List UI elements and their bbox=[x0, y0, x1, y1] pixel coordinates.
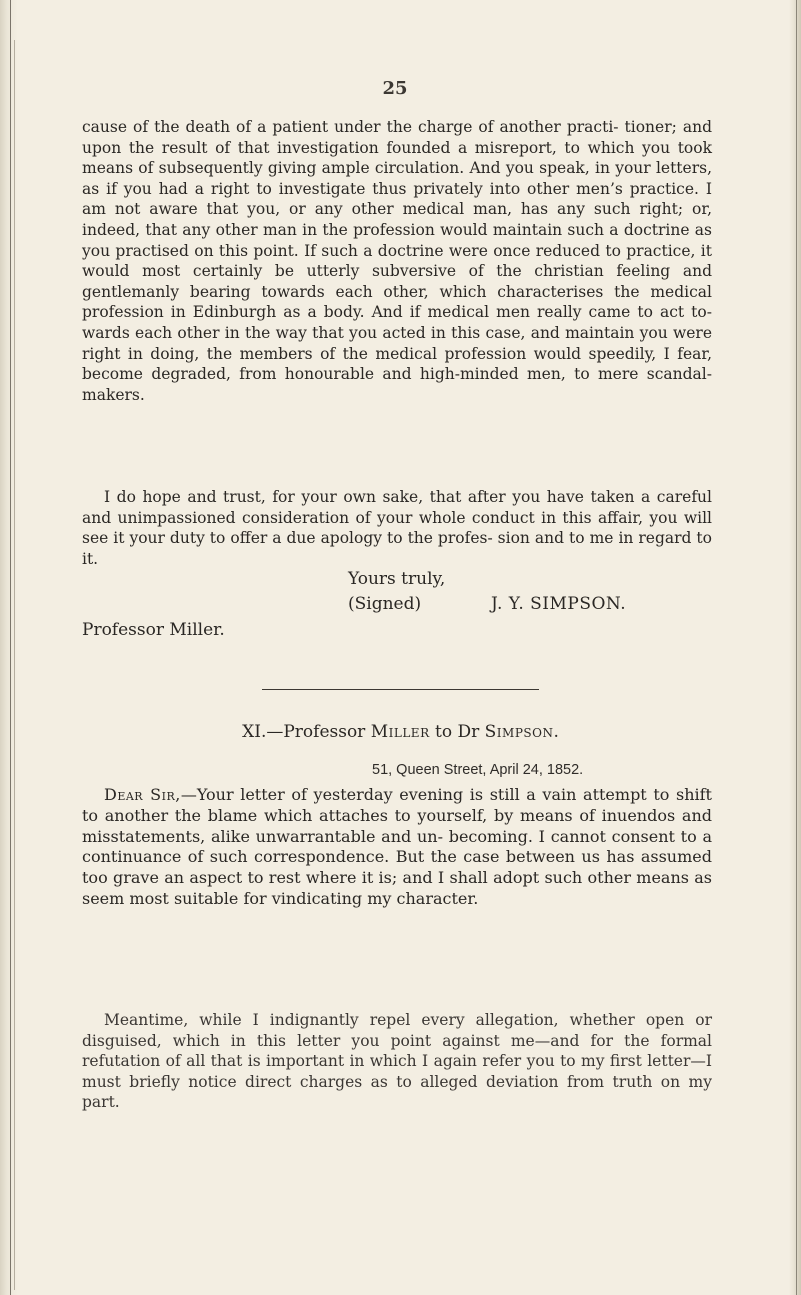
binding-line bbox=[10, 0, 11, 1295]
letter-closing: Yours truly, bbox=[348, 569, 446, 589]
paragraph-continued bbox=[82, 117, 712, 405]
page-edge-left bbox=[0, 0, 18, 1295]
page-edge-right bbox=[789, 0, 801, 1295]
heading-from: Miller bbox=[370, 722, 430, 742]
paragraph-text: I do hope and trust, for your own sake, that after you have taken a careful and unimpassioned consideration of your whole conduct in this affair, you will see it your duty to offer a due apology to the profes- sion and to me in regard to it. bbox=[82, 488, 712, 568]
paragraph-text: cause of the death of a patient under the charge of another practi- tioner; and upon the result of that investigation founded a misreport, to which you took means of subsequently giving ample circulation. And you speak, in your letters, as if you had a right to investigate thus privately into other men’s practice. I am not aware that you, or any other medical man, has any such right; or, indeed, that any other man in the profession would maintain such a doctrine as you practised on this point. If such a doctrine were once reduced to practice, it would most certainly be utterly subversive of the christian feeling and gentlemanly bearing towards each other, which characterises the medical profession in Edinburgh as a body. And if medical men really came to act to- wards each other in the way that you acted in this case, and maintain you were right in doing, the members of the medical profession would speedily, I fear, become degraded, from honourable and high-minded men, to mere scandal-makers. bbox=[82, 118, 712, 404]
signature-name: J. Y. SIMPSON. bbox=[491, 594, 627, 614]
paragraph-letter-meantime bbox=[82, 1010, 712, 1113]
letter-recipient: Professor Miller. bbox=[82, 620, 225, 640]
letter-address-date: 51, Queen Street, April 24, 1852. bbox=[372, 762, 584, 778]
paragraph-text: —Your letter of yesterday evening is still a vain attempt to shift to another the blame which attaches to yourself, by means of inuendos and misstatements, alike unwarrantable and un- becoming. I cannot consent to a continuance of such correspondence. But the case between us has assumed too grave an aspect to rest where it is; and I shall adopt such other means as seem most suitable for vindicating my character. bbox=[82, 785, 712, 908]
section-divider bbox=[262, 689, 539, 690]
heading-middle: to Dr bbox=[429, 722, 485, 742]
paragraph-letter-opening bbox=[82, 785, 712, 910]
heading-prefix: XI.—Professor bbox=[242, 722, 371, 742]
page-number: 25 bbox=[382, 78, 408, 99]
signed-label: (Signed) bbox=[348, 594, 422, 614]
heading-suffix: . bbox=[553, 722, 559, 742]
letter-heading bbox=[0, 722, 801, 742]
heading-to: Simpson bbox=[484, 722, 554, 742]
binding-line-inner bbox=[14, 40, 15, 1290]
salutation: Dear Sir, bbox=[104, 785, 181, 804]
page-edge-line bbox=[796, 0, 797, 1295]
paragraph-text: Meantime, while I indignantly repel every allegation, whether open or disguised, which in this letter you point against me—and for the formal refutation of all that is important in which I again refer you to my first letter—I must briefly notice direct charges as to alleged deviation from truth on my part. bbox=[82, 1011, 712, 1112]
paragraph-apology-request bbox=[82, 487, 712, 569]
